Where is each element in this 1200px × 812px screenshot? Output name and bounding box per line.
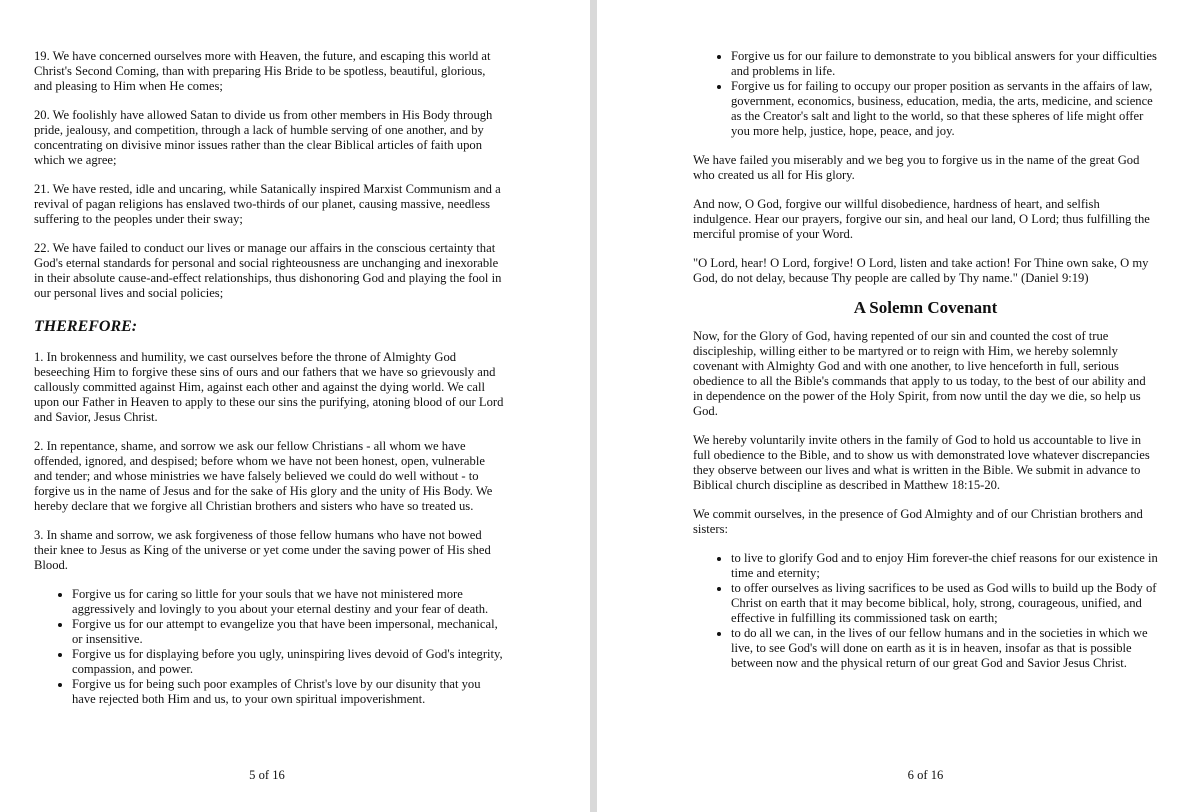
paragraph-20: 20. We foolishly have allowed Satan to divide us from other members in His Body through pride, jealousy, and competition, through a lack of humble serving of one another, and by concentrating on divisive minor issues rather than the clear Biblical articles of faith upon which we agree;: [34, 108, 493, 167]
list-item: • Forgive us for failing to occupy our proper position as servants in the affairs of law, government, economics, business, education, media, the arts, medicine, and science as the Creator's salt and light to the world, so that these spheres of life might offer you more help, justice, hope, peace, and joy.: [731, 79, 1158, 139]
therefore-heading: THEREFORE:: [34, 318, 138, 335]
forgiveness-list: [34, 587, 504, 707]
paragraph-daniel-quote: "O Lord, hear! O Lord, forgive! O Lord, listen and take action! For Thine own sake, O my God, do not delay, because Thy people are called by Thy name." (Daniel 9:19): [693, 256, 1149, 285]
page-number: 5 of 16: [249, 768, 285, 782]
document-page-6: [597, 0, 1200, 812]
solemn-covenant-heading: A Solemn Covenant: [853, 298, 998, 317]
paragraph-covenant: Now, for the Glory of God, having repented of our sin and counted the cost of true discipleship, willing either to be martyred or to reign with Him, we hereby solemnly covenant with Almighty God and with one another, to live henceforth in full, serious obedience to all the Bible's commands that apply to us today, to the best of our ability and in dependence on the power of the Holy Spirit, from now until the day we die, so help us God.: [693, 329, 1146, 418]
paragraph-2: 2. In repentance, shame, and sorrow we ask our fellow Christians - all whom we have offended, ignored, and despised; before whom we have not been honest, open, vulnerable and tender; and whose ministries we have falsely believed we could do well without - to forgive us in the name of Jesus and for the sake of His glory and the unity of His Body. We hereby declare that we forgive all Christian brothers and sisters who have so treated us.: [34, 439, 493, 513]
paragraph-accountability: We hereby voluntarily invite others in the family of God to hold us accountable to live in full obedience to the Bible, and to show us with demonstrated love whatever discrepancies they observe between our lives and what is written in the Bible. We submit in advance to Biblical church discipline as described in Matthew 18:15-20.: [693, 433, 1150, 492]
paragraph-and-now: And now, O God, forgive our willful disobedience, hardness of heart, and selfish indulgence. Hear our prayers, forgive our sin, and heal our land, O Lord; thus fulfilling the merciful promise of your Word.: [693, 197, 1150, 241]
commitment-list: [693, 551, 1158, 671]
page-6-content: [693, 49, 1158, 685]
forgiveness-list-continued: [693, 49, 1158, 139]
list-item: • to live to glorify God and to enjoy Him forever-the chief reasons for our existence in time and eternity;: [731, 551, 1158, 581]
page-number: 6 of 16: [907, 768, 944, 782]
list-item: • to do all we can, in the lives of our fellow humans and in the societies in which we live, to see God's will done on earth as it is in heaven, insofar as that is possible between now and the physical return of our great God and Savior Jesus Christ.: [731, 626, 1158, 671]
list-item: • Forgive us for being such poor examples of Christ's love by our disunity that you have rejected both Him and us, to your own spiritual impoverishment.: [72, 677, 504, 707]
paragraph-1: 1. In brokenness and humility, we cast ourselves before the throne of Almighty God beseeching Him to forgive these sins of ours and our fathers that we have so grievously and callously committed against Him, against each other and against the dying world. We call upon our Father in Heaven to apply to these our sins the purifying, atoning blood of our Lord and Savior, Jesus Christ.: [34, 350, 504, 424]
paragraph-21: 21. We have rested, idle and uncaring, while Satanically inspired Marxist Communism and a revival of pagan religions has enslaved two-thirds of our planet, causing massive, needless suffering to the peoples under their sway;: [34, 182, 501, 226]
page-5-content: [34, 49, 504, 721]
list-item: • to offer ourselves as living sacrifices to be used as God wills to build up the Body of Christ on earth that it may become biblical, holy, strong, courageous, unified, and effective in fulfilling its commissioned task on earth;: [731, 581, 1158, 626]
paragraph-22: 22. We have failed to conduct our lives or manage our affairs in the conscious certainty that God's eternal standards for personal and social righteousness are unchanging and inexorable in their absolute cause-and-effect relationships, thus dishonoring God and playing the fool in our personal lives and social policies;: [34, 241, 502, 300]
paragraph-failed: We have failed you miserably and we beg you to forgive us in the name of the great God who created us all for His glory.: [693, 153, 1140, 182]
list-item: • Forgive us for our attempt to evangelize you that have been impersonal, mechanical, or insensitive.: [72, 617, 504, 647]
list-item: • Forgive us for caring so little for your souls that we have not ministered more aggressively and lovingly to you about your eternal destiny and your fear of death.: [72, 587, 504, 617]
paragraph-3: 3. In shame and sorrow, we ask forgiveness of those fellow humans who have not bowed their knee to Jesus as King of the universe or yet come under the saving power of His shed Blood.: [34, 528, 491, 572]
paragraph-19: 19. We have concerned ourselves more with Heaven, the future, and escaping this world at Christ's Second Coming, than with preparing His Bride to be spotless, beautiful, glorious, and pleasing to Him when He comes;: [34, 49, 491, 93]
document-page-5: [0, 0, 590, 812]
list-item: • Forgive us for our failure to demonstrate to you biblical answers for your difficulties and problems in life.: [731, 49, 1158, 79]
list-item: • Forgive us for displaying before you ugly, uninspiring lives devoid of God's integrity, compassion, and power.: [72, 647, 504, 677]
paragraph-commit: We commit ourselves, in the presence of God Almighty and of our Christian brothers and sisters:: [693, 507, 1143, 536]
